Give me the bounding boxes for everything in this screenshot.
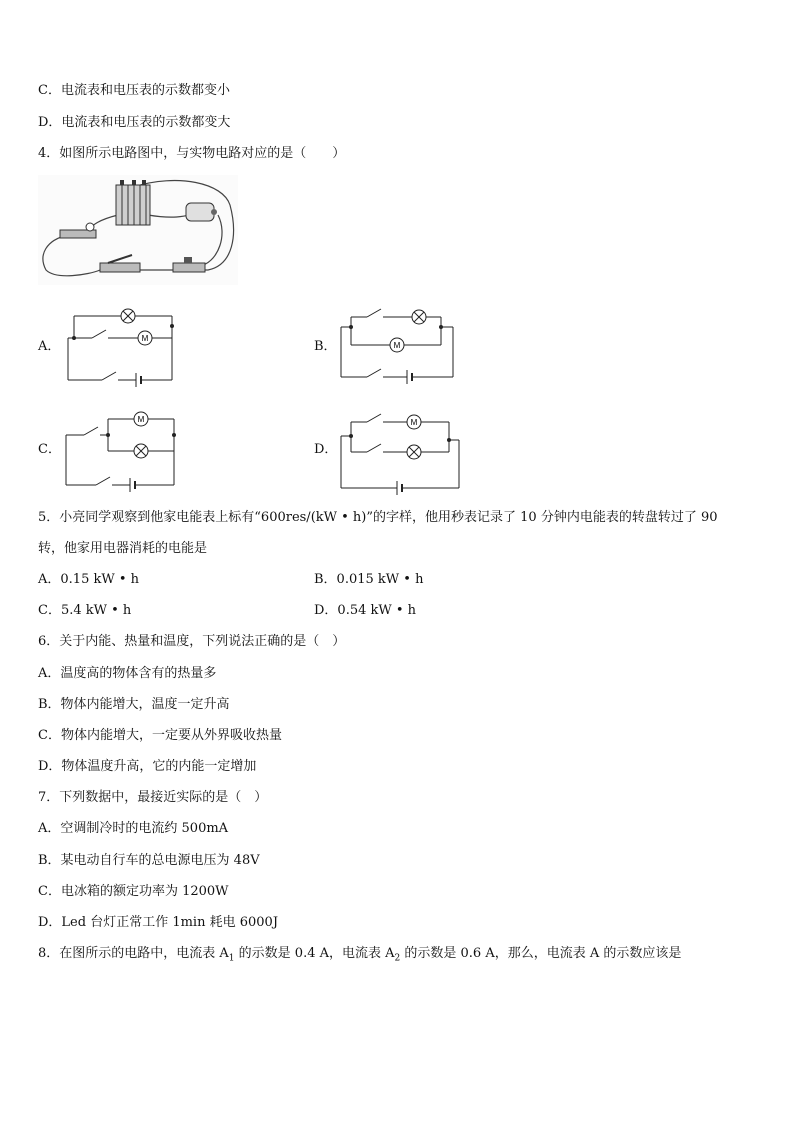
q7-option-b: B．某电动自行车的总电源电压为 48V bbox=[38, 853, 260, 868]
motor-symbol: M bbox=[141, 334, 149, 343]
q4-option-a-diagram bbox=[62, 300, 186, 388]
q4-option-c-label: C． bbox=[38, 442, 61, 457]
q6-option-b: B．物体内能增大，温度一定升高 bbox=[38, 697, 230, 712]
q4-option-d-label: D． bbox=[314, 442, 338, 457]
q8-subscript-1: 1 bbox=[228, 953, 235, 964]
q7-option-c: C．电冰箱的额定功率为 1200W bbox=[38, 884, 229, 899]
q8-stem-part1: 8．在图所示的电路中，电流表 A bbox=[38, 946, 229, 961]
q8-stem-part3: 的示数是 0.6 A，那么，电流表 A 的示数应该是 bbox=[400, 946, 682, 961]
motor-symbol: M bbox=[410, 418, 418, 427]
q4-option-b-label: B． bbox=[314, 339, 337, 354]
motor-symbol: M bbox=[137, 415, 145, 424]
q3-option-d: D．电流表和电压表的示数都变大 bbox=[38, 115, 231, 130]
q5-option-a: A．0.15 kW • h bbox=[38, 572, 140, 587]
q8-subscript-2: 2 bbox=[394, 953, 401, 964]
motor-symbol: M bbox=[393, 341, 401, 350]
q6-option-c: C．物体内能增大，一定要从外界吸收热量 bbox=[38, 728, 282, 743]
q5-stem-line1: 5．小亮同学观察到他家电能表上标有“600res/(kW • h)”的字样，他用秒表记录了 10 分钟内电能表的转盘转过了 90 bbox=[38, 510, 718, 525]
q6-stem: 6．关于内能、热量和温度，下列说法正确的是（ ） bbox=[38, 634, 346, 649]
q7-option-a: A．空调制冷时的电流约 500mA bbox=[38, 821, 229, 836]
q4-option-d-diagram bbox=[337, 404, 465, 496]
q5-option-b: B．0.015 kW • h bbox=[314, 572, 424, 587]
q8-stem bbox=[38, 945, 681, 963]
q7-option-d: D．Led 台灯正常工作 1min 耗电 6000J bbox=[38, 915, 279, 930]
q5-option-c: C．5.4 kW • h bbox=[38, 603, 132, 618]
q4-option-b-diagram bbox=[337, 303, 459, 389]
q5-stem-line2: 转，他家用电器消耗的电能是 bbox=[38, 541, 208, 556]
q4-physical-circuit-photo bbox=[38, 175, 238, 285]
q8-stem-part2: 的示数是 0.4 A，电流表 A bbox=[234, 946, 395, 961]
q6-option-a: A．温度高的物体含有的热量多 bbox=[38, 666, 217, 681]
q7-stem: 7．下列数据中，最接近实际的是（ ） bbox=[38, 790, 268, 805]
q4-option-c-diagram bbox=[62, 405, 186, 495]
q5-option-d: D．0.54 kW • h bbox=[314, 603, 417, 618]
q4-stem: 4．如图所示电路图中，与实物电路对应的是（ ） bbox=[38, 146, 346, 161]
q3-option-c: C．电流表和电压表的示数都变小 bbox=[38, 83, 230, 98]
q4-option-a-label: A． bbox=[38, 339, 61, 354]
q6-option-d: D．物体温度升高，它的内能一定增加 bbox=[38, 759, 257, 774]
